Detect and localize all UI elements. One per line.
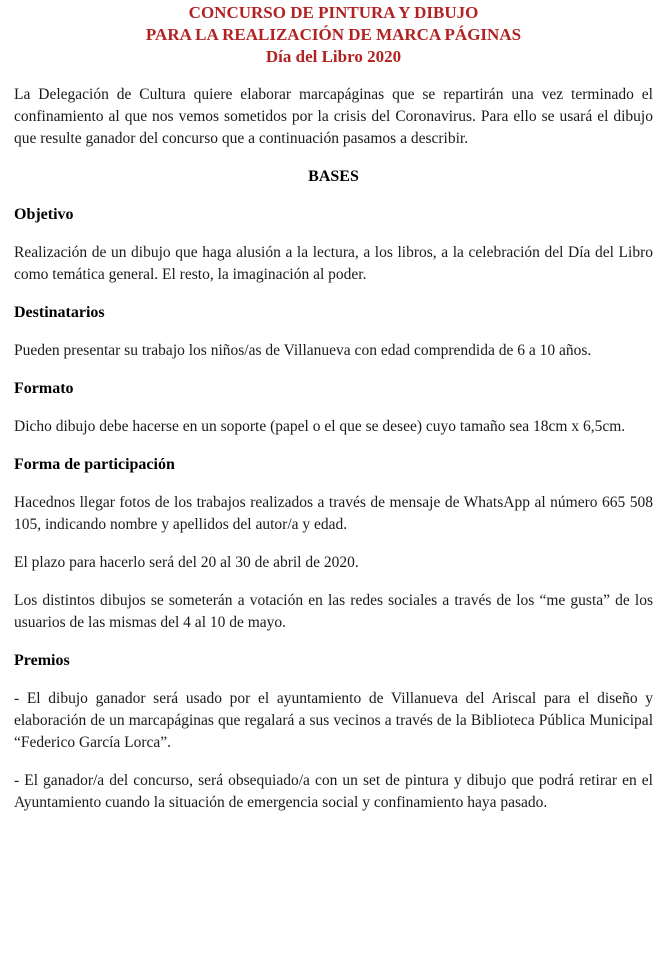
destinatarios-paragraph: Pueden presentar su trabajo los niños/as de Villanueva con edad comprendida de 6 a 10 años. xyxy=(14,342,592,359)
premios-paragraph-ganador-obsequio: - El ganador/a del concurso, será obsequiado/a con un set de pintura y dibujo que podrá retirar en el Ayuntamiento cuando la situación de emergencia social y confinamiento haya pasado. xyxy=(14,772,653,811)
section-heading-premios: Premios xyxy=(14,652,70,669)
participacion-paragraph-plazo: El plazo para hacerlo será del 20 al 30 de abril de 2020. xyxy=(14,554,359,571)
title-line-1: CONCURSO DE PINTURA Y DIBUJO xyxy=(188,3,479,22)
section-heading-objetivo: Objetivo xyxy=(14,206,74,223)
intro-paragraph: La Delegación de Cultura quiere elaborar marcapáginas que se repartirán una vez terminado el confinamiento al que nos vemos sometidos por la crisis del Coronavirus. Para ello se usará el dibujo que resulte ganador del concurso que a continuación pasamos a describir. xyxy=(14,86,653,147)
title-line-2: PARA LA REALIZACIÓN DE MARCA PÁGINAS xyxy=(145,25,522,44)
section-heading-destinatarios: Destinatarios xyxy=(14,304,105,321)
title-line-3: Día del Libro 2020 xyxy=(265,47,402,66)
document-title xyxy=(14,2,653,68)
objetivo-paragraph: Realización de un dibujo que haga alusión a la lectura, a los libros, a la celebración del Día del Libro como temática general. El resto, la imaginación al poder. xyxy=(14,244,653,283)
bases-heading: BASES xyxy=(308,168,359,185)
premios-paragraph-dibujo-ganador: - El dibujo ganador será usado por el ayuntamiento de Villanueva del Ariscal para el diseño y elaboración de un marcapáginas que regalará a sus vecinos a través de la Biblioteca Pública Municipal “Federico García Lorca”. xyxy=(14,690,653,751)
participacion-paragraph-whatsapp: Hacednos llegar fotos de los trabajos realizados a través de mensaje de WhatsApp al número 665 508 105, indicando nombre y apellidos del autor/a y edad. xyxy=(14,494,653,533)
participacion-paragraph-votacion: Los distintos dibujos se someterán a votación en las redes sociales a través de los “me gusta” de los usuarios de las mismas del 4 al 10 de mayo. xyxy=(14,592,653,631)
section-heading-formato: Formato xyxy=(14,380,74,397)
formato-paragraph: Dicho dibujo debe hacerse en un soporte (papel o el que se desee) cuyo tamaño sea 18cm x 6,5cm. xyxy=(14,418,626,435)
section-heading-forma-de-participacion: Forma de participación xyxy=(14,456,175,473)
